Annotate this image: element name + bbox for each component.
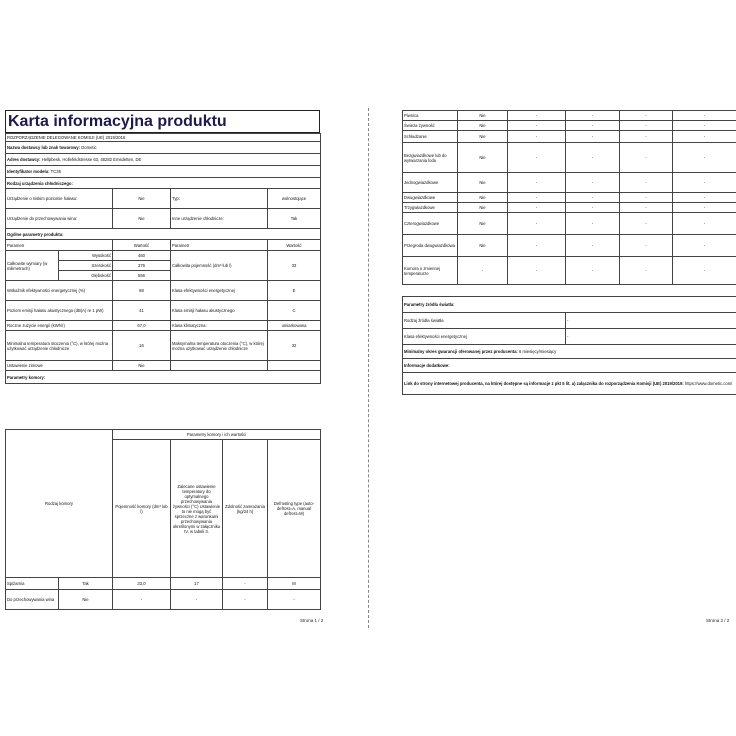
col-volume: Pojemność komory (dm³ lub l) bbox=[113, 440, 171, 578]
dims-label: Całkowite wymiary (w milimetrach) bbox=[6, 251, 59, 281]
table-row: Komora o zmiennej temperaturze - - - - - bbox=[403, 257, 736, 285]
energy-class-value: E bbox=[268, 281, 321, 301]
param-header: Parametr bbox=[6, 240, 113, 251]
max-temp-value: 32 bbox=[268, 331, 321, 361]
value-header-2: Wartość bbox=[268, 240, 321, 251]
col-setting: Zalecane ustawienie temperatury do optymalnego przechowywania żywności (°C) Ustawienie to nie mogą być sprzeczne z warunkami przechowywania określonymi w załączniku IV, w tabeli 3. bbox=[171, 440, 223, 578]
table-row: Trzygwiazdkowe Nie - - - - bbox=[403, 203, 736, 213]
winter-label: Ustawienie zimowe bbox=[6, 361, 113, 371]
width-label: Szerokość bbox=[59, 261, 113, 271]
type-key: Typ: bbox=[171, 189, 268, 209]
light-type-value: - bbox=[566, 313, 736, 329]
model-row: Identyfikator modelu: TC35 bbox=[6, 166, 321, 178]
type-heading: Rodzaj urządzenia chłodniczego: bbox=[6, 178, 321, 189]
other-value: Tak bbox=[268, 209, 321, 229]
table-row: Schładzanie Nie - - - - bbox=[403, 131, 736, 143]
annual-energy-value: 67,0 bbox=[113, 321, 171, 331]
light-class-label: Klasa efektywności energetycznej bbox=[403, 329, 566, 345]
value-header: Wartość bbox=[113, 240, 171, 251]
height-label: Wysokość bbox=[59, 251, 113, 261]
page-number: Strona 2 / 2 bbox=[706, 618, 730, 623]
light-heading: Parametry źródła światła: bbox=[403, 297, 736, 313]
supplier-row: Nazwa dostawcy lub znak towarowy: Dometic bbox=[6, 142, 321, 154]
light-type-label: Rodzaj źródła światła bbox=[403, 313, 566, 329]
address-row: Adres dostawcy: Hellpbesk, Hollefeldstresse 63, 48282 Emsdetten, DE bbox=[6, 154, 321, 166]
type-value: wolnostojące bbox=[268, 189, 321, 209]
product-info-table bbox=[5, 133, 321, 384]
light-class-value: - bbox=[566, 329, 736, 345]
depth-label: Głębokość bbox=[59, 271, 113, 281]
warranty-row: Minimalny okres gwarancji oferowanej przez producenta: 6 miesięcy/miesiący bbox=[403, 345, 736, 359]
table-row: Spiżarnia Tak 33,0 17 - M bbox=[6, 578, 321, 590]
chamber-continuation-table bbox=[402, 110, 736, 285]
winter-value: Nie bbox=[113, 361, 171, 371]
chamber-params-header: Parametry komory i ich wartości bbox=[113, 430, 321, 440]
additional-heading: Informacje dodatkowe: bbox=[403, 359, 736, 373]
col-defrost: Defrosting type (auto-defrost=A, manual defrost=M) bbox=[268, 440, 321, 578]
min-temp-value: 16 bbox=[113, 331, 171, 361]
table-row: Świeża żywność Nie - - - - bbox=[403, 121, 736, 131]
noise-label: Poziom emisji hałasu akustycznego (dB(A) re 1 pW) bbox=[6, 301, 113, 321]
page-divider bbox=[368, 108, 369, 628]
chamber-table bbox=[5, 429, 321, 610]
param-header-2: Parametr bbox=[171, 240, 268, 251]
noise-class-label: Klasa emisji hałasu akustycznego bbox=[171, 301, 268, 321]
low-noise-value: Nie bbox=[113, 189, 171, 209]
light-source-table bbox=[402, 296, 736, 395]
climate-value: umiarkowana bbox=[268, 321, 321, 331]
title-box bbox=[5, 110, 320, 133]
table-row: Do przechowywania wina Nie - - - - bbox=[6, 590, 321, 610]
energy-class-label: Klasa efektywności energetycznej bbox=[171, 281, 268, 301]
table-row: Dwugwiazdkowe Nie - - - - bbox=[403, 193, 736, 203]
max-temp-label: Maksymalna temperatura otoczenia (°C), w której można użytkować urządzenie chłodnicze bbox=[171, 331, 268, 361]
total-volume-value: 33 bbox=[268, 251, 321, 281]
table-row: Przegroda dwugwiazdkowa Nie - - - - bbox=[403, 235, 736, 257]
total-volume-label: Całkowita pojemność (dm³ lub l) bbox=[171, 251, 268, 281]
wine-value: Nie bbox=[113, 209, 171, 229]
other-label: Inne urządzenie chłodnicze: bbox=[171, 209, 268, 229]
noise-value: 41 bbox=[113, 301, 171, 321]
manufacturer-link-row: Link do strony internetowej producenta, na której dostępne są informacje z pkt 5 lit. a) załącznika do rozporządzenia Komisji (UE) 2019/2019: https://www.dometic.com/ bbox=[403, 373, 736, 395]
eei-label: Wskaźnik efektywności energetycznej (%) bbox=[6, 281, 113, 301]
wine-label: Urządzenie do przechowywania wina: bbox=[6, 209, 113, 229]
table-row: Jednogwiazdkowe Nie - - - - bbox=[403, 173, 736, 193]
page-title: Karta informacyjna produktu bbox=[8, 113, 227, 130]
annual-energy-label: Roczne zużycie energii (kWh/r) bbox=[6, 321, 113, 331]
chamber-heading: Parametry komory: bbox=[6, 371, 321, 384]
eei-value: 88 bbox=[113, 281, 171, 301]
regulation-text: ROZPORZĄDZENIE DELEGOWANE KOMISJI (UE) 2019/2016 bbox=[6, 134, 321, 142]
noise-class-value: C bbox=[268, 301, 321, 321]
width-value: 376 bbox=[113, 261, 171, 271]
chamber-type-label: Rodzaj komory bbox=[6, 430, 113, 578]
page-number: Strona 1 / 2 bbox=[300, 618, 324, 623]
table-row: Czterogwiazdkowe Nie - - - - bbox=[403, 213, 736, 235]
col-freezing: Zdolność zamrażania (kg/24 h) bbox=[223, 440, 268, 578]
product-sheet-page-2 bbox=[372, 0, 736, 736]
height-value: 460 bbox=[113, 251, 171, 261]
low-noise-label: Urządzenie o niskim poziomie hałasu: bbox=[6, 189, 113, 209]
manufacturer-link[interactable]: https://www.dometic.com/ bbox=[684, 381, 733, 386]
climate-label: Klasa klimatyczna: bbox=[171, 321, 268, 331]
depth-value: 556 bbox=[113, 271, 171, 281]
table-row: Piwnica Nie - - - - bbox=[403, 111, 736, 121]
min-temp-label: Minimalna temperatura otoczenia (°C), w której można użytkować urządzenie chłodnicze bbox=[6, 331, 113, 361]
general-heading: Ogólne parametry produktu: bbox=[6, 229, 321, 240]
table-row: Bezgwiazdkowe lub do wytwarzania lodu Nie - - - - bbox=[403, 143, 736, 173]
